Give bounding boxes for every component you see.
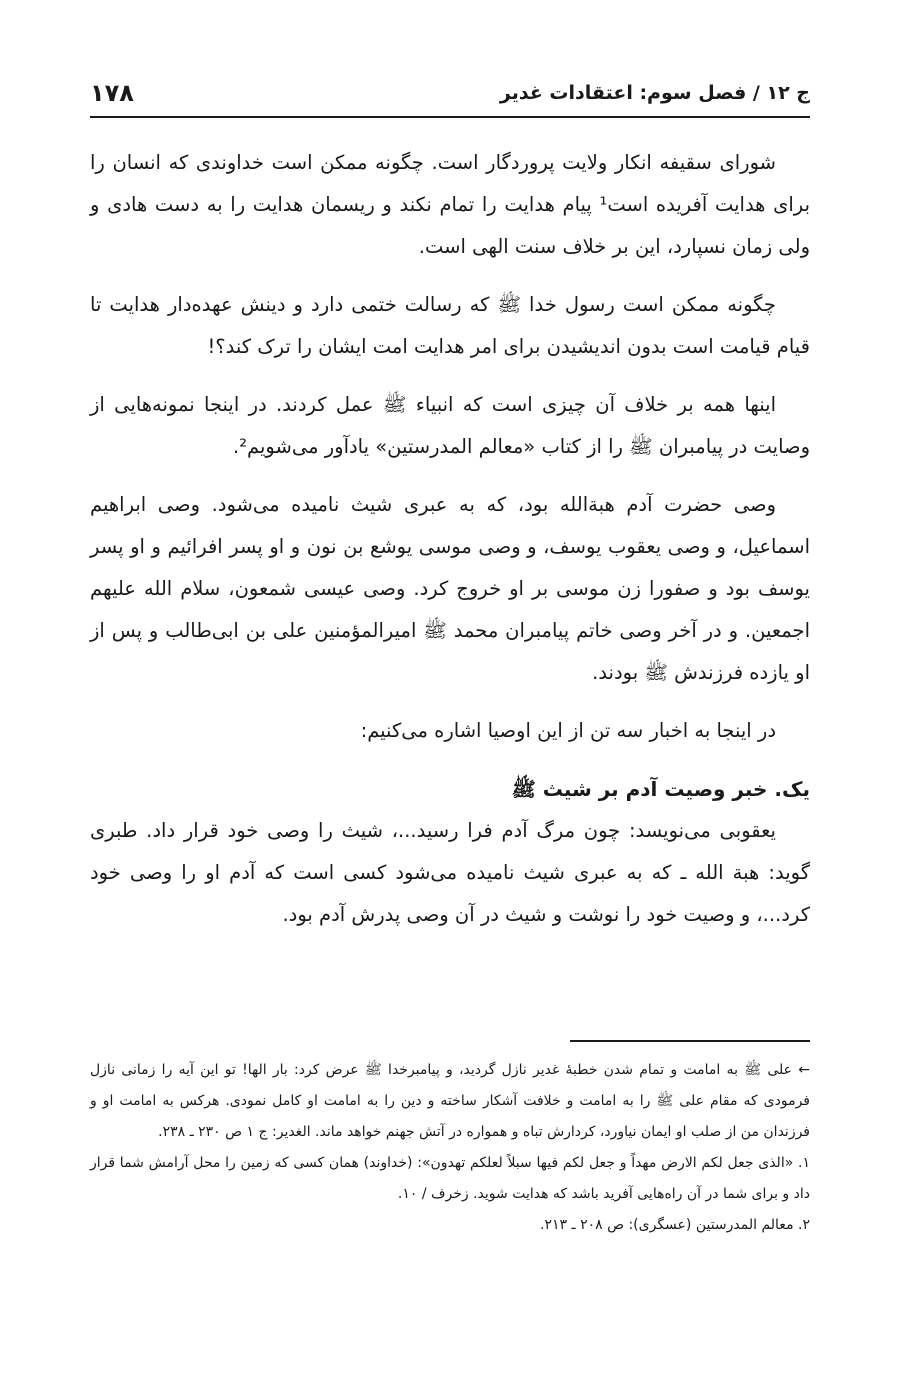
paragraph: اینها همه بر خلاف آن چیزی است که انبیاء ﷺ عمل کردند. در اینجا نمونه‌هایی از وصایت در پیامبران ﷺ را از کتاب «معالم المدرستین» یادآور می‌شویم².: [90, 393, 810, 458]
paragraph: وصی حضرت آدم هبةالله بود، که به عبری شیث نامیده می‌شود. وصی ابراهیم اسماعیل، و وصی یعقوب یوسف، و وصی موسی یوشع بن نون و او پسر افرائیم و او پسر یوسف بود و صفورا زن موسی بر او خروج کرد. وصی عیسی شمعون، سلام الله علیهم اجمعین. و در آخر وصی خاتم پیامبران محمد ﷺ امیرالمؤمنین علی بن ابی‌طالب و پس از او یازده فرزندش ﷺ بودند.: [90, 493, 810, 684]
running-title: ج ۱۲ / فصل سوم: اعتقادات غدیر: [499, 82, 810, 104]
paragraph: یعقوبی می‌نویسد: چون مرگ آدم فرا رسید...، شیث را وصی خود قرار داد. طبری گوید: هبة الله ـ که به عبری شیث نامیده می‌شود کسی است که آدم او را وصی خود کرد...، و وصیت خود را نوشت و شیث در آن وصی پدرش آدم بود.: [90, 819, 810, 926]
footnote-continuation: ← علی ﷺ به امامت و تمام شدن خطبهٔ غدیر نازل گردید، و پیامبرخدا ﷺ عرض کرد: بار الها! تو این آیه را زمانی نازل فرمودی که مقام علی ﷺ را به امامت و خلافت آشکار ساخته و دین را به امامت او کامل نمودی. هرکس به امامت او و فرزندان من از صلب او ایمان نیاورد، کردارش تباه و همواره در آتش جهنم خواهد ماند. الغدیر: ج ۱ ص ۲۳۰ ـ ۲۳۸.: [90, 1062, 810, 1140]
paragraph: چگونه ممکن است رسول خدا ﷺ که رسالت ختمی دارد و دینش عهده‌دار هدایت تا قیام قیامت است بدون اندیشیدن برای امر هدایت امت ایشان را ترک کند؟!: [90, 293, 810, 358]
page-header: [90, 70, 810, 118]
section-heading: یک. خبر وصیت آدم بر شیث ﷺ: [511, 777, 810, 801]
footnotes: [90, 1055, 810, 1241]
footnote-1: ۱. «الذی جعل لکم الارض مهداً و جعل لکم فیها سبلاً لعلکم تهدون»: (خداوند) همان کسی که زمین را محل آرامش شما قرار داد و برای شما در آن راه‌هایی آفرید باشد که هدایت شوید. زخرف / ۱۰.: [90, 1155, 810, 1202]
main-text: [90, 142, 810, 938]
paragraph: در اینجا به اخبار سه تن از این اوصیا اشاره می‌کنیم:: [360, 719, 776, 742]
page-number: ۱۷۸: [90, 79, 134, 107]
footnote-divider: [570, 1040, 810, 1042]
footnote-2: ۲. معالم المدرستین (عسگری): ص ۲۰۸ ـ ۲۱۳.: [540, 1217, 810, 1233]
paragraph: شورای سقیفه انکار ولایت پروردگار است. چگونه ممکن است خداوندی که انسان را برای هدایت آفریده است¹ پیام هدایت را تمام نکند و ریسمان هدایت را به دست هادی و ولی زمان نسپارد، این بر خلاف سنت الهی است.: [90, 151, 810, 258]
